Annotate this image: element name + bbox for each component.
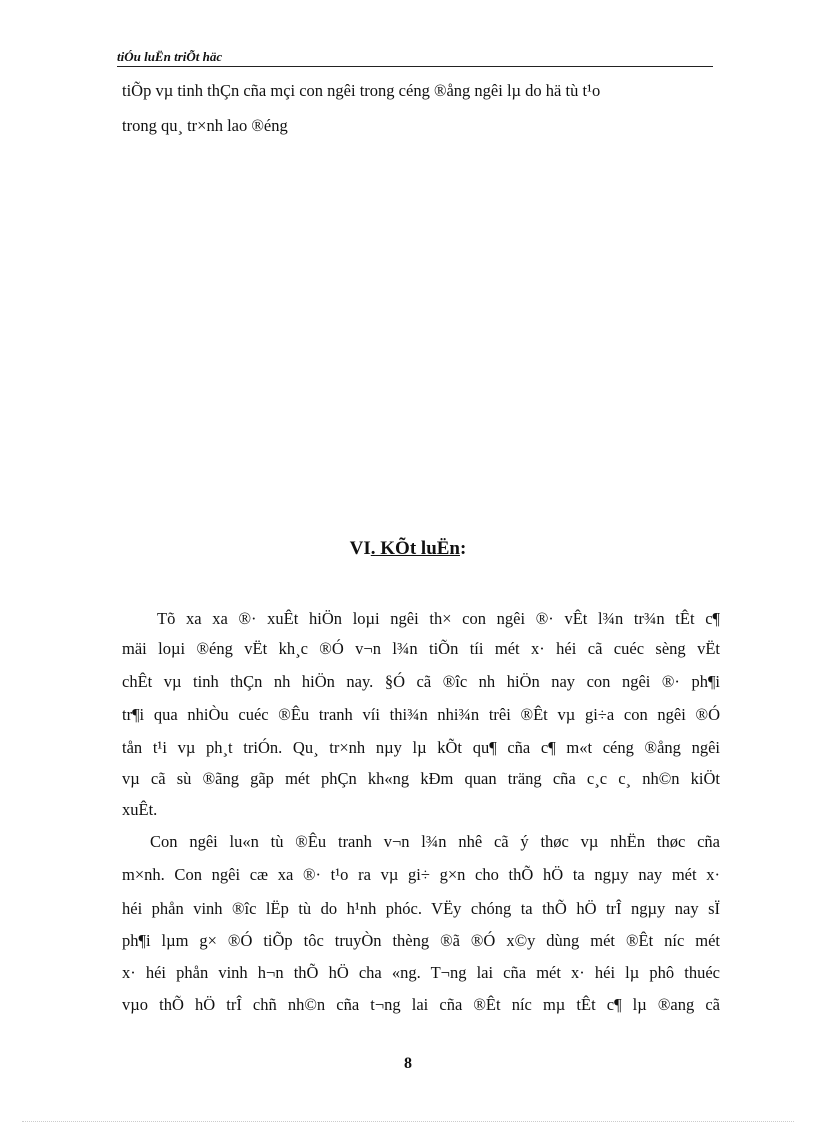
paragraph1-line-2: mäi loµi ®éng vËt kh¸c ®Ó v¬n l¾n tiÕn tíi mét x· héi cã cuéc sèng vËt: [122, 639, 720, 658]
section-title: [0, 538, 816, 560]
paragraph1-line-5: tån t¹i vµ ph¸t triÓn. Qu¸ tr×nh nµy lµ kÕt qu¶ cña c¶ m«t céng ®ång ngêi: [122, 738, 720, 757]
top-paragraph-line-1: tiÕp vµ tinh thÇn cña mçi con ngêi trong céng ®ång ngêi lµ do hä tù t¹o: [122, 81, 601, 100]
running-header: tiÓu luËn triÕt häc: [117, 49, 713, 67]
paragraph2-line-4: ph¶i lµm g× ®Ó tiÕp tôc truyÒn thèng ®ã ®Ó x©y dùng mét ®Êt níc mét: [122, 931, 720, 950]
paragraph1-line-7: xuÊt.: [122, 800, 158, 819]
paragraph2-line-3: héi phån vinh ®îc lËp tù do h¹nh phóc. VËy chóng ta thÕ hÖ trÎ ngµy nay sÏ: [122, 899, 720, 918]
page-number: 8: [404, 1055, 412, 1072]
paragraph2-line-6: vµo thÕ hÖ trÎ chñ nh©n cña t¬ng lai cña ®Êt níc mµ tÊt c¶ lµ ®ang cã: [122, 995, 720, 1014]
paragraph2-line-5: x· héi phån vinh h¬n thÕ hÖ cha «ng. T¬ng lai cña mét x· héi lµ phô thuéc: [122, 963, 720, 982]
paragraph1-line-6: vµ cã sù ®ãng gãp mét phÇn kh«ng kÐm quan träng cña c¸c c¸ nh©n kiÖt: [122, 769, 720, 788]
paragraph2-line-2: m×nh. Con ngêi cæ xa ®· t¹o ra vµ gi÷ g×n cho thÕ hÖ ta ngµy nay mét x·: [122, 865, 720, 884]
paragraph1-line-1: Tõ xa xa ®· xuÊt hiÖn loµi ngêi th× con ngêi ®· vÊt l¾n tr¾n tÊt c¶: [157, 609, 720, 628]
paragraph2-line-1: Con ngêi lu«n tù ®Êu tranh v¬n l¾n nhê cã ý thøc vµ nhËn thøc cña: [150, 832, 720, 851]
page-bottom-rule: [22, 1121, 794, 1122]
section-number: VI: [349, 538, 371, 559]
section-title-colon: :: [460, 538, 467, 559]
paragraph1-line-3: chÊt vµ tinh thÇn nh hiÖn nay. §Ó cã ®îc nh hiÖn nay con ngêi ®· ph¶i: [122, 672, 720, 691]
section-title-text: . KÕt luËn: [370, 538, 461, 559]
top-paragraph-line-2: trong qu¸ tr×nh lao ®éng: [122, 116, 288, 135]
paragraph1-line-4: tr¶i qua nhiÒu cuéc ®Êu tranh víi thi¾n nhi¾n trêi ®Êt vµ gi÷a con ngêi ®Ó: [122, 705, 720, 724]
